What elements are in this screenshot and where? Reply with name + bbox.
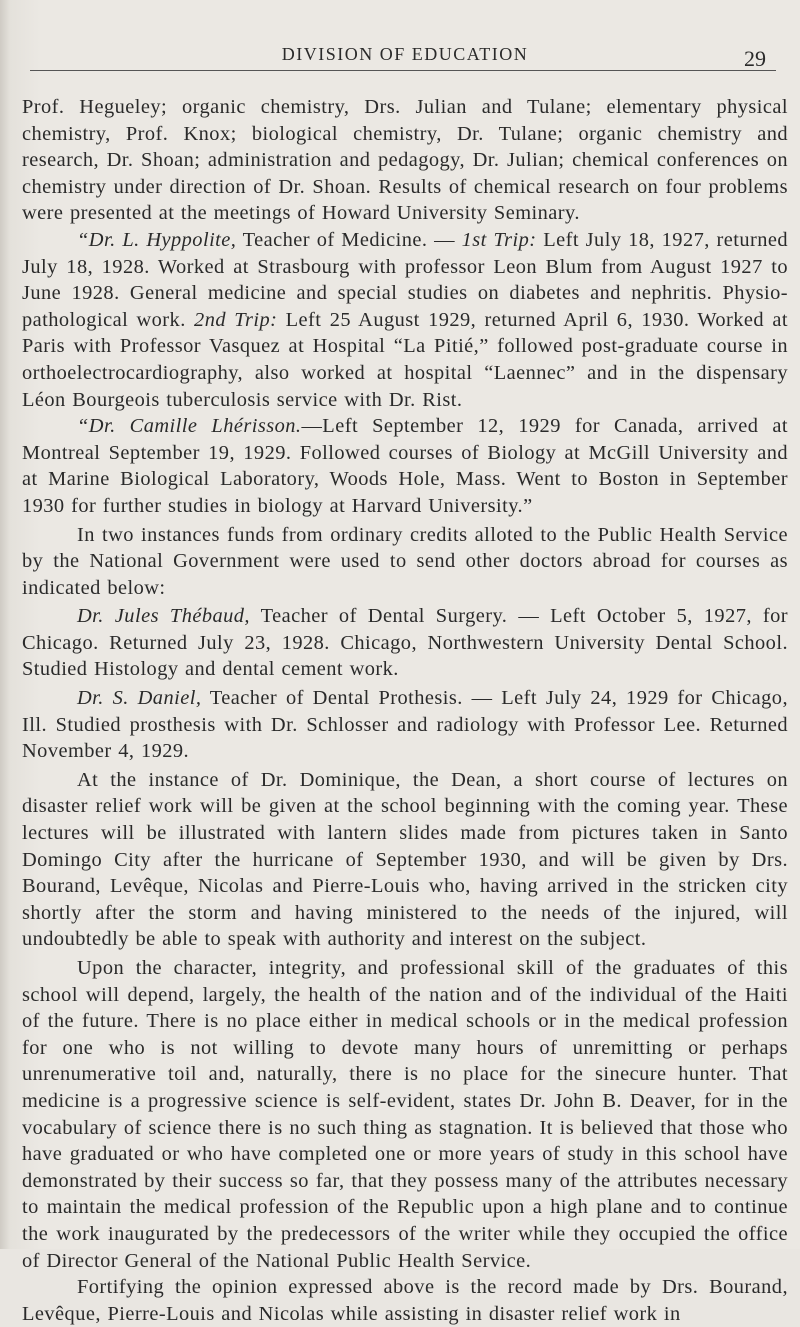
header-rule [30,70,776,71]
paragraph-thebaud: Dr. Jules Thébaud, Teacher of Dental Surgery. — Left October 5, 1927, for Chicago. Returned July 23, 1928. Chicago, Northwestern University Dental School. Studied Histology and dental cement work. [22,605,788,681]
paragraph-record: Fortifying the opinion expressed above is the record made by Drs. Bourand, Levêque, Pierre-Louis and Nicolas while assisting in disaster relief work in [22,1276,788,1325]
person-name: Dr. S. Daniel, [77,687,202,710]
paragraph-lherisson: “Dr. Camille Lhérisson.—Left September 12, 1929 for Canada, arrived at Montreal September 19, 1929. Followed courses of Biology at McGill University and at Marine Biological Laboratory, Woods Hole, Mass. Went to Boston in September 1930 for further studies in biology at Harvard University.” [22,415,788,517]
trip-label: 2nd Trip: [194,308,278,331]
person-name: Dr. Jules Thébaud, [77,605,250,628]
body-text [22,94,788,1327]
paragraph-funds: In two instances funds from ordinary credits alloted to the Public Health Service by the National Government were used to send other doctors abroad for courses as indicated below: [22,523,788,599]
paragraph-graduates: Upon the character, integrity, and professional skill of the graduates of this school will depend, largely, the health of the nation and of the individual of the Haiti of the future. There is no place either in medical schools or in the medical profession for one who is not willing to devote many hours of unremitting or perhaps unrenumerative toil and, naturally, there is no place for the sinecure hunter. That medicine is a progressive science is self-evident, states Dr. John B. Deaver, for in the vocabulary of science there is no such thing as stagnation. It is believed that those who have graduated or who have completed one or more years of study in this school have demonstrated by their success so far, that they possess many of the attributes necessary to maintain the medical profession of the Republic upon a high plane and to continue the work inaugurated by the predecessors of the writer while they occupied the office of Director General of the National Public Health Service. [22,957,788,1272]
running-head: DIVISION OF EDUCATION [281,44,529,64]
paragraph-hyppolite: “Dr. L. Hyppolite, Teacher of Medicine. — 1st Trip: Left July 18, 1927, returned July 18, 1928. Worked at Strasbourg with professor Leon Blum from August 1927 to June 1928. General medicine and special studies on diabetes and nephritis. Physio-pathological work. 2nd Trip: Left 25 August 1929, returned April 6, 1930. Worked at Paris with Professor Vasquez at Hospital “La Pitié,” followed post-graduate course in orthoelectrocardiography, also worked at hospital “Laennec” and in the dispensary Léon Bourgeois tuberculosis service with Dr. Rist. [22,228,789,411]
paragraph-disaster-lectures: At the instance of Dr. Dominique, the Dean, a short course of lectures on disaster relief work will be given at the school beginning with the coming year. These lectures will be illustrated with lantern slides made from pictures taken in Santo Domingo City after the hurricane of September 1930, and will be given by Drs. Bourand, Levêque, Nicolas and Pierre-Louis who, having arrived in the stricken city shortly after the storm and having ministered to the needs of the injured, will undoubtedly be able to speak with authority and interest on the subject. [22,768,788,951]
person-name: “Dr. Camille Lhérisson. [77,415,302,438]
person-name: “Dr. L. Hyppolite, [77,228,237,251]
trip-label: 1st Trip: [461,228,537,251]
paragraph-curriculum: Prof. Hegueley; organic chemistry, Drs. Julian and Tulane; elementary physical chemistry, Prof. Knox; biological chemistry, Dr. Tulane; organic chemistry and research, Dr. Shoan; administration and pedagogy, Dr. Julian; chemical conferences on chemistry under direction of Dr. Shoan. Results of chemical research on four problems were presented at the meetings of Howard University Seminary. [22,96,788,225]
page-header [22,0,788,78]
page-number: 29 [744,46,766,71]
paragraph-daniel: Dr. S. Daniel, Teacher of Dental Prothesis. — Left July 24, 1929 for Chicago, Ill. Studied prosthesis with Dr. Schlosser and radiology with Professor Lee. Returned November 4, 1929. [22,687,788,763]
